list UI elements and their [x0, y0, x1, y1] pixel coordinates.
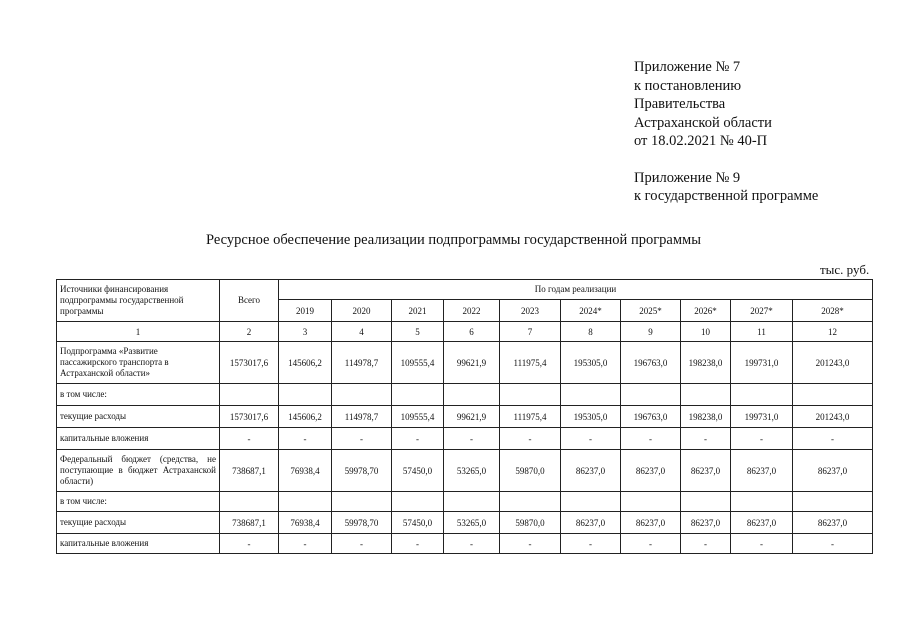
- table-row: [57, 450, 873, 492]
- row-total: 738687,1: [220, 512, 279, 534]
- table-row: [57, 512, 873, 534]
- year-value: 114978,7: [332, 406, 392, 428]
- document-title: Ресурсное обеспечение реализации подпрограммы государственной программы: [206, 232, 701, 248]
- year-header: 2022: [444, 300, 500, 322]
- year-value: 195305,0: [561, 406, 621, 428]
- column-number: 1: [57, 322, 220, 342]
- year-value: [561, 492, 621, 512]
- column-number: 6: [444, 322, 500, 342]
- year-value: -: [444, 428, 500, 450]
- year-value: 145606,2: [279, 406, 332, 428]
- year-value: 198238,0: [681, 406, 731, 428]
- year-value: 114978,7: [332, 342, 392, 384]
- row-label: текущие расходы: [57, 512, 220, 534]
- year-value: -: [279, 534, 332, 554]
- row-total: 1573017,6: [220, 406, 279, 428]
- year-header: 2020: [332, 300, 392, 322]
- year-value: -: [621, 428, 681, 450]
- year-value: 201243,0: [793, 406, 873, 428]
- year-header: 2024*: [561, 300, 621, 322]
- year-value: 86237,0: [561, 450, 621, 492]
- year-value: -: [332, 534, 392, 554]
- year-value: [793, 384, 873, 406]
- year-value: [681, 492, 731, 512]
- year-value: 86237,0: [561, 512, 621, 534]
- table-row: [57, 342, 873, 384]
- column-number: 4: [332, 322, 392, 342]
- column-number: 8: [561, 322, 621, 342]
- table-row: [57, 492, 873, 512]
- year-value: -: [444, 534, 500, 554]
- year-value: [444, 492, 500, 512]
- year-value: [731, 384, 793, 406]
- row-total: -: [220, 534, 279, 554]
- year-value: [332, 492, 392, 512]
- year-value: -: [731, 534, 793, 554]
- column-number: 12: [793, 322, 873, 342]
- column-number: 10: [681, 322, 731, 342]
- year-value: [500, 384, 561, 406]
- row-label: в том числе:: [57, 492, 220, 512]
- year-value: 76938,4: [279, 450, 332, 492]
- year-value: 199731,0: [731, 406, 793, 428]
- resource-table: [56, 279, 873, 554]
- column-number: 3: [279, 322, 332, 342]
- year-value: -: [332, 428, 392, 450]
- year-value: 195305,0: [561, 342, 621, 384]
- year-value: [731, 492, 793, 512]
- appendix-line: Астраханской области: [634, 114, 772, 131]
- column-number: 9: [621, 322, 681, 342]
- year-value: 53265,0: [444, 450, 500, 492]
- year-value: [392, 384, 444, 406]
- year-value: 59978,70: [332, 450, 392, 492]
- year-value: 59870,0: [500, 450, 561, 492]
- table-row: [57, 534, 873, 554]
- year-value: 145606,2: [279, 342, 332, 384]
- year-value: [392, 492, 444, 512]
- year-header: 2028*: [793, 300, 873, 322]
- row-label: Федеральный бюджет (средства, не поступающие в бюджет Астраханской области): [57, 450, 220, 492]
- year-header: 2021: [392, 300, 444, 322]
- units-label: тыс. руб.: [820, 262, 870, 277]
- table-row: [57, 428, 873, 450]
- year-value: -: [681, 428, 731, 450]
- year-value: 53265,0: [444, 512, 500, 534]
- year-value: 59870,0: [500, 512, 561, 534]
- year-header: 2023: [500, 300, 561, 322]
- year-value: 57450,0: [392, 450, 444, 492]
- column-number: 2: [220, 322, 279, 342]
- year-value: 57450,0: [392, 512, 444, 534]
- column-number: 5: [392, 322, 444, 342]
- row-label: капитальные вложения: [57, 428, 220, 450]
- year-header: 2019: [279, 300, 332, 322]
- year-value: 76938,4: [279, 512, 332, 534]
- year-value: -: [392, 428, 444, 450]
- table-row: [57, 384, 873, 406]
- year-value: -: [500, 428, 561, 450]
- appendix-line: Правительства: [634, 96, 726, 112]
- year-value: 111975,4: [500, 342, 561, 384]
- appendix-line: от 18.02.2021 № 40-П: [634, 133, 768, 149]
- year-value: 86237,0: [621, 512, 681, 534]
- table-row: [57, 406, 873, 428]
- year-value: [681, 384, 731, 406]
- appendix-line: к постановлению: [634, 77, 742, 94]
- header-source: Источники финансирования подпрограммы государственной программы: [57, 280, 220, 322]
- row-total: [220, 384, 279, 406]
- year-header: 2026*: [681, 300, 731, 322]
- year-value: [279, 492, 332, 512]
- year-value: -: [793, 428, 873, 450]
- year-value: 86237,0: [681, 450, 731, 492]
- appendix-header: [634, 58, 818, 206]
- year-value: 59978,70: [332, 512, 392, 534]
- row-total: 738687,1: [220, 450, 279, 492]
- year-value: 199731,0: [731, 342, 793, 384]
- year-value: 201243,0: [793, 342, 873, 384]
- year-value: 86237,0: [793, 450, 873, 492]
- year-value: 196763,0: [621, 406, 681, 428]
- year-value: -: [793, 534, 873, 554]
- appendix-line: Приложение № 9: [634, 169, 741, 186]
- year-value: 111975,4: [500, 406, 561, 428]
- year-value: 196763,0: [621, 342, 681, 384]
- year-value: -: [621, 534, 681, 554]
- year-value: [444, 384, 500, 406]
- row-label: в том числе:: [57, 384, 220, 406]
- row-label: текущие расходы: [57, 406, 220, 428]
- year-value: [793, 492, 873, 512]
- year-value: -: [500, 534, 561, 554]
- column-number: 7: [500, 322, 561, 342]
- year-value: 86237,0: [731, 450, 793, 492]
- year-value: 86237,0: [621, 450, 681, 492]
- year-value: [500, 492, 561, 512]
- year-value: 109555,4: [392, 342, 444, 384]
- header-years: По годам реализации: [279, 280, 873, 300]
- row-label: капитальные вложения: [57, 534, 220, 554]
- year-value: 198238,0: [681, 342, 731, 384]
- year-value: 99621,9: [444, 406, 500, 428]
- year-value: [621, 492, 681, 512]
- row-label: Подпрограмма «Развитие пассажирского транспорта в Астраханской области»: [57, 342, 220, 384]
- year-value: 86237,0: [681, 512, 731, 534]
- header-total: Всего: [220, 280, 279, 322]
- row-total: -: [220, 428, 279, 450]
- appendix-line: к государственной программе: [634, 188, 819, 204]
- year-value: [621, 384, 681, 406]
- year-value: -: [681, 534, 731, 554]
- year-value: 99621,9: [444, 342, 500, 384]
- row-total: 1573017,6: [220, 342, 279, 384]
- appendix-line: Приложение № 7: [634, 59, 741, 75]
- year-value: [561, 384, 621, 406]
- year-value: 109555,4: [392, 406, 444, 428]
- year-header: 2027*: [731, 300, 793, 322]
- year-value: -: [279, 428, 332, 450]
- year-value: -: [392, 534, 444, 554]
- year-value: 86237,0: [793, 512, 873, 534]
- year-value: [332, 384, 392, 406]
- year-header: 2025*: [621, 300, 681, 322]
- row-total: [220, 492, 279, 512]
- year-value: 86237,0: [731, 512, 793, 534]
- year-value: -: [561, 534, 621, 554]
- year-value: -: [731, 428, 793, 450]
- year-value: [279, 384, 332, 406]
- column-number: 11: [731, 322, 793, 342]
- year-value: -: [561, 428, 621, 450]
